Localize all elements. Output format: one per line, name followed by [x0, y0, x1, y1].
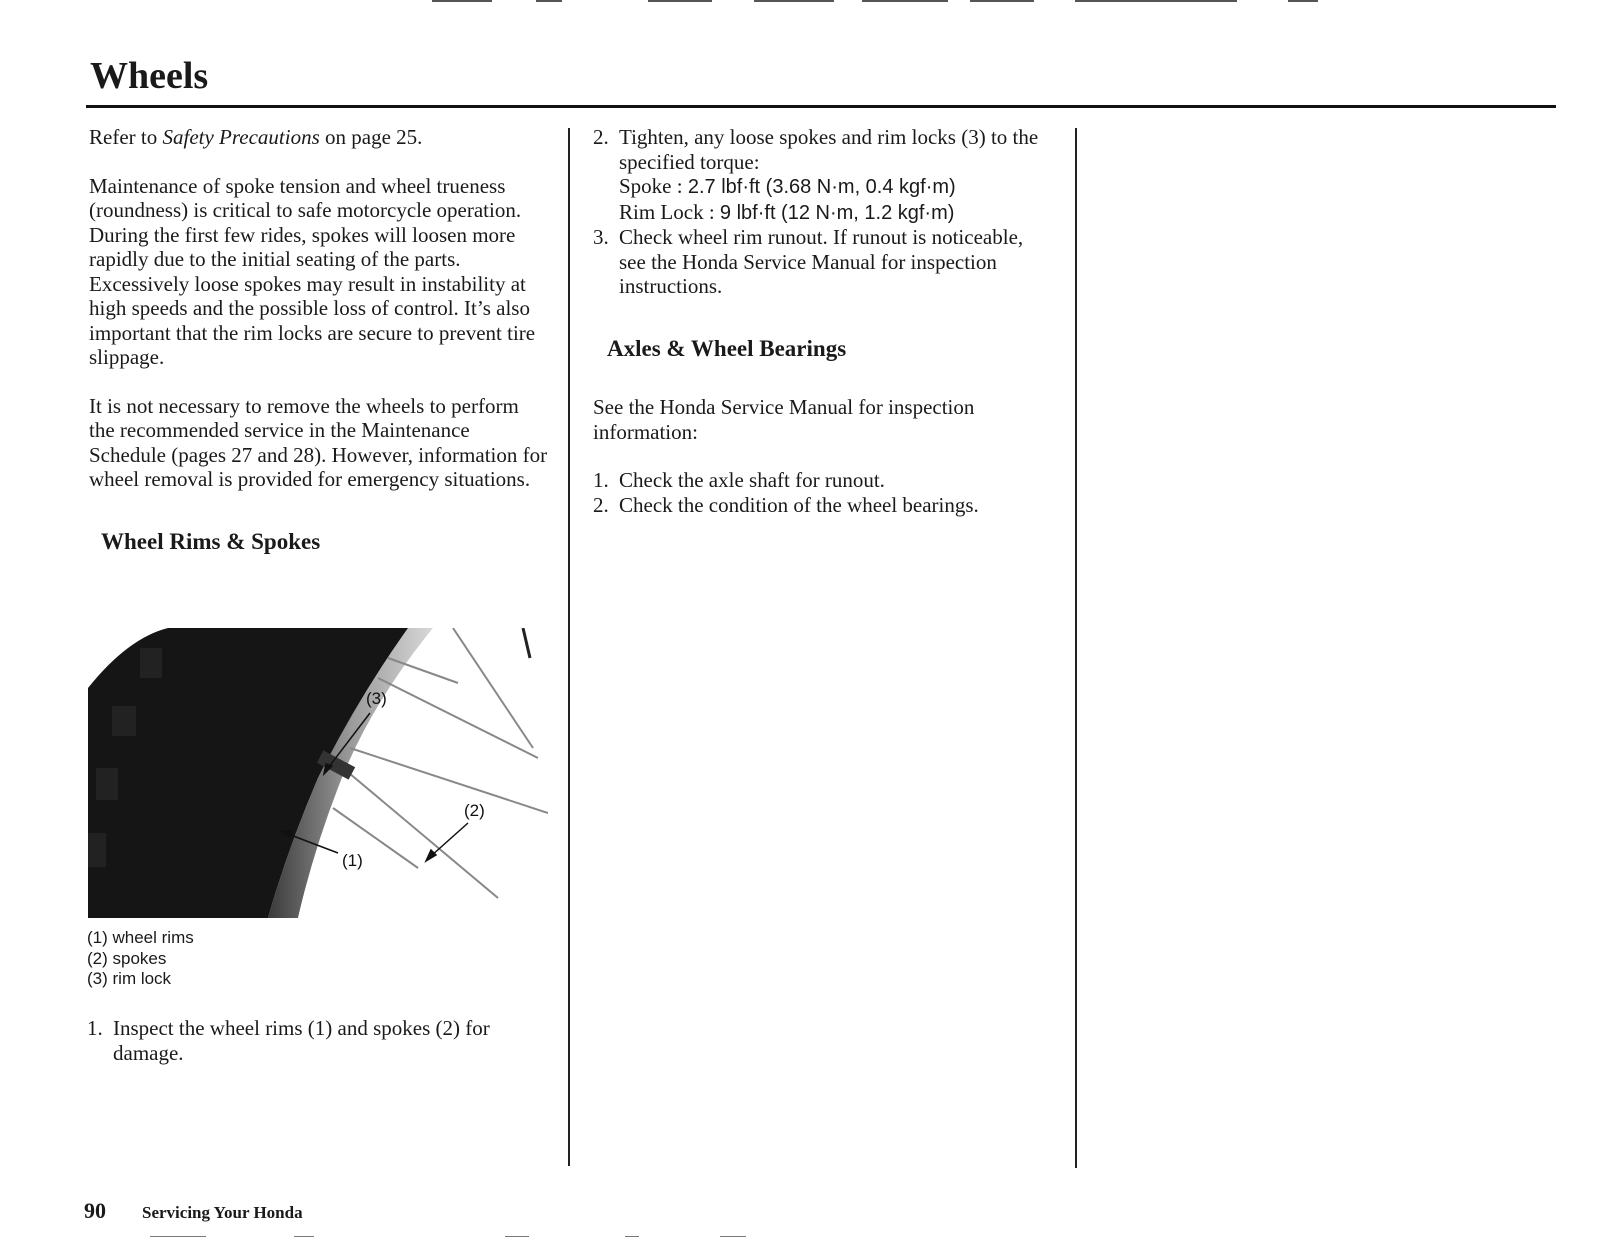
spoke-torque-value: 2.7 lbf·ft (3.68 N·m, 0.4 kgf·m): [687, 176, 956, 198]
rim-lock-torque-value: 9 lbf·ft (12 N·m, 1.2 kgf·m): [719, 201, 955, 224]
axle-step-1-text: Check the axle shaft for runout.: [619, 468, 885, 492]
axle-step-1-number: 1.: [593, 468, 609, 492]
step-1-text: Inspect the wheel rims (1) and spokes (2) for damage.: [113, 1016, 490, 1065]
step-3: [593, 225, 1053, 299]
scan-marks-bottom: [0, 1236, 1600, 1240]
right-column: [593, 125, 1053, 517]
title-rule: [86, 105, 1556, 108]
figure-label-wheel-rims: (1): [342, 851, 363, 870]
wheel-rim-photo: [88, 628, 548, 918]
step-2: [593, 125, 1053, 225]
step-2-number: 2.: [593, 125, 609, 149]
column-divider-left: [568, 128, 570, 1166]
left-column: [89, 125, 549, 554]
wheel-removal-paragraph: It is not necessary to remove the wheels to perform the recommended service in the Maintenance Schedule (pages 27 and 28). However, information for wheel removal is provided for emergency situations.: [89, 393, 548, 491]
step-1: [87, 1016, 547, 1065]
wheel-rims-spokes-heading: Wheel Rims & Spokes: [101, 528, 321, 554]
page-number: 90: [84, 1198, 106, 1223]
spoke-torque-label: Spoke :: [619, 174, 688, 198]
rim-lock-torque-label: Rim Lock :: [619, 199, 720, 224]
caption-wheel-rims: (1) wheel rims: [87, 928, 194, 947]
step-2-text: Tighten, any loose spokes and rim locks (3) to the specified torque:: [619, 125, 1039, 174]
safety-precautions-reference: Safety Precautions: [162, 125, 320, 149]
scan-marks-top: [0, 0, 1600, 4]
axle-step-1: [593, 468, 1053, 493]
page-footer: [84, 1198, 303, 1224]
axle-step-2: [593, 493, 1053, 518]
axles-wheel-bearings-heading: Axles & Wheel Bearings: [607, 335, 847, 361]
section-title: Servicing Your Honda: [142, 1203, 303, 1222]
caption-rim-lock: (3) rim lock: [87, 969, 172, 988]
intro-line: Refer to Safety Precautions on page 25.: [89, 125, 423, 149]
axles-intro-paragraph: See the Honda Service Manual for inspection information:: [593, 395, 975, 444]
page-title: Wheels: [90, 55, 209, 97]
axle-step-2-number: 2.: [593, 492, 609, 517]
column-divider-right: [1075, 128, 1077, 1168]
figure-captions: [87, 928, 194, 990]
step-3-number: 3.: [593, 225, 609, 249]
figure-label-rim-lock: (3): [366, 689, 387, 708]
caption-spokes: (2) spokes: [87, 948, 167, 968]
figure-label-spokes: (2): [464, 801, 485, 820]
step-1-number: 1.: [87, 1016, 103, 1040]
axle-step-2-text: Check the condition of the wheel bearings.: [619, 492, 979, 517]
step-3-text: Check wheel rim runout. If runout is noticeable, see the Honda Service Manual for inspection instructions.: [619, 225, 1024, 298]
spoke-tension-paragraph: Maintenance of spoke tension and wheel trueness (roundness) is critical to safe motorcycle operation. During the first few rides, spokes will loosen more rapidly due to the initial seating of the parts. Excessively loose spokes may result in instability at high speeds and the possible loss of control. It’s also important that the rim locks are secure to prevent tire slippage.: [89, 173, 536, 369]
